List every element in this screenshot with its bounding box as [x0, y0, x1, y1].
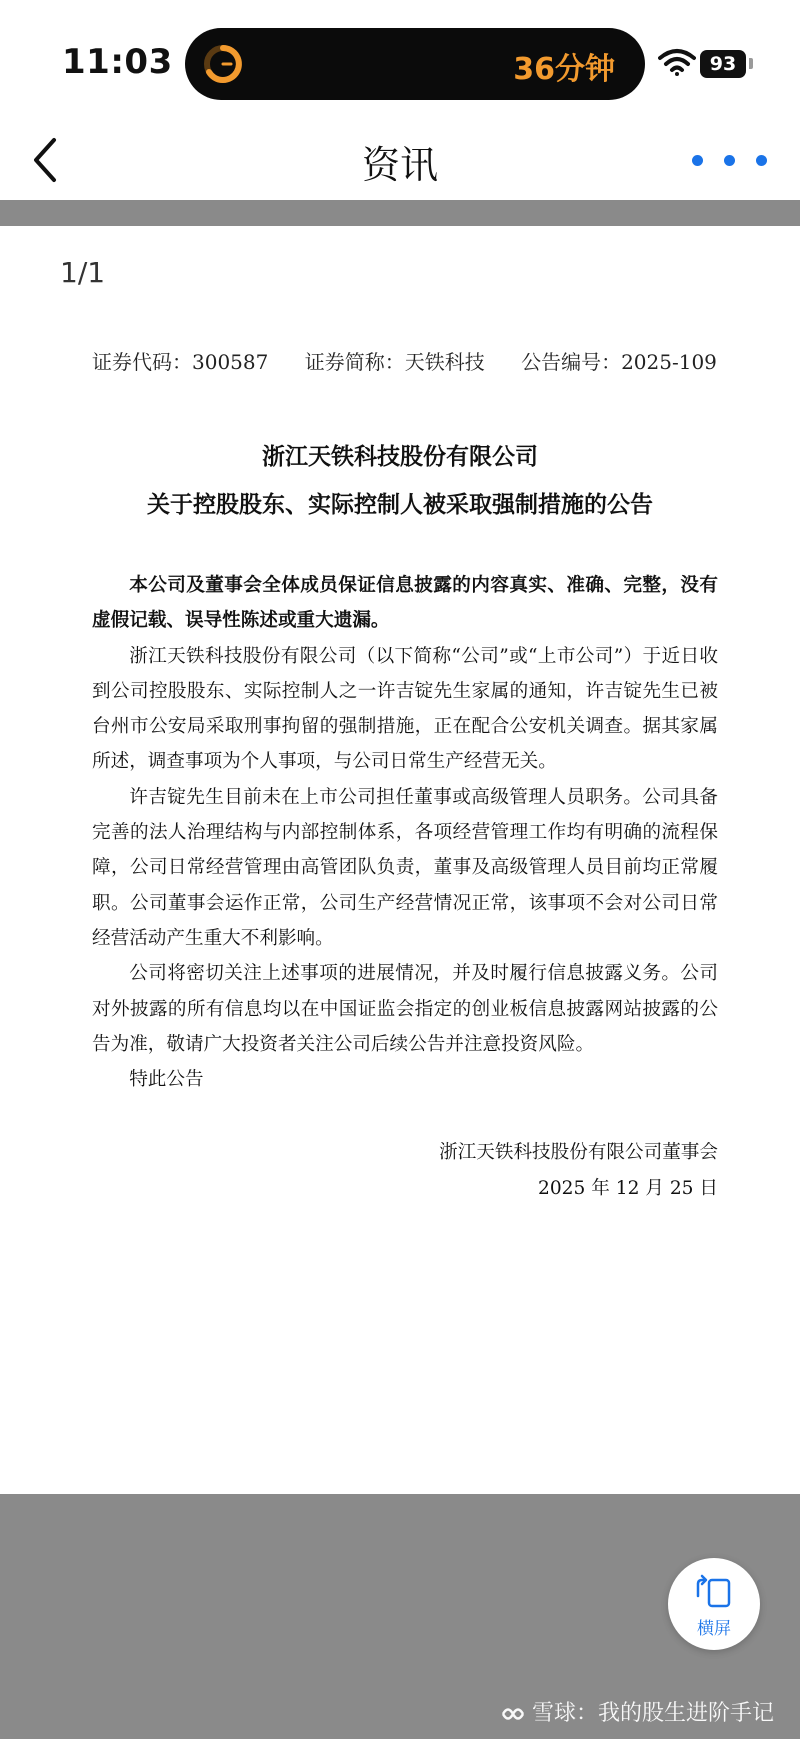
- announcement-title: 关于控股股东、实际控制人被采取强制措施的公告: [147, 492, 653, 518]
- page-indicator: 1/1: [60, 256, 106, 289]
- company-name: 浙江天铁科技股份有限公司: [262, 444, 538, 470]
- nav-bar: [0, 120, 800, 200]
- timer-text: 36分钟: [513, 52, 615, 87]
- rotate-screen-icon: [694, 1574, 734, 1610]
- wifi-icon: [658, 48, 696, 76]
- more-dot: [756, 155, 767, 166]
- status-bar: [0, 0, 800, 120]
- chevron-left-icon[interactable]: [22, 132, 78, 188]
- more-dot: [724, 155, 735, 166]
- body-paragraph-2: 许吉锭先生目前未在上市公司担任董事或高级管理人员职务。公司具备完善的法人治理结构与内部控制体系，各项经营管理工作均有明确的流程保障，公司日常经营管理由高管团队负责，董事及高级管理人员目前均正常履职。公司董事会运作正常，公司生产经营情况正常，该事项不会对公司日常经营活动产生重大不利影响。: [92, 786, 718, 949]
- timer-ring-icon: [201, 42, 245, 86]
- page-title: 资讯: [361, 143, 438, 187]
- rotate-screen-label: 横屏: [697, 1619, 731, 1639]
- more-dots-icon[interactable]: [684, 140, 776, 180]
- document-viewer[interactable]: [0, 226, 800, 1494]
- status-time: 11:03: [62, 42, 173, 82]
- more-dot: [692, 155, 703, 166]
- closing-line: 特此公告: [129, 1069, 204, 1091]
- watermark: [500, 1696, 774, 1727]
- signature-date: 2025 年 12 月 25 日: [538, 1178, 718, 1199]
- dynamic-island[interactable]: [185, 28, 645, 100]
- securities-short-name: 证券简称：天铁科技: [304, 350, 485, 374]
- battery-tip: [749, 58, 753, 69]
- watermark-text: 雪球：我的股生进阶手记: [531, 1701, 774, 1726]
- xueqiu-logo-icon: [500, 1703, 526, 1725]
- body-paragraph-1: 浙江天铁科技股份有限公司（以下简称“公司”或“上市公司”）于近日收到公司控股股东、实际控制人之一许吉锭先生家属的通知，许吉锭先生已被台州市公安局采取刑事拘留的强制措施，正在配合公安机关调查。据其家属所述，调查事项为个人事项，与公司日常生产经营无关。: [92, 645, 718, 773]
- viewer-top-margin: [0, 200, 800, 226]
- signature-organization: 浙江天铁科技股份有限公司董事会: [439, 1142, 718, 1163]
- rotate-screen-button[interactable]: [668, 1558, 760, 1650]
- announcement-number: 公告编号：2025-109: [521, 350, 717, 374]
- statement-paragraph: 本公司及董事会全体成员保证信息披露的内容真实、准确、完整，没有虚假记载、误导性陈述或重大遗漏。: [92, 575, 718, 632]
- body-paragraph-3: 公司将密切关注上述事项的进展情况，并及时履行信息披露义务。公司对外披露的所有信息均以在中国证监会指定的创业板信息披露网站披露的公告为准，敬请广大投资者关注公司后续公告并注意投资风险。: [92, 963, 718, 1055]
- document-meta: [92, 346, 747, 375]
- document-body: [92, 568, 718, 1097]
- battery-level: 93: [700, 50, 746, 78]
- securities-code: 证券代码：300587: [92, 350, 269, 374]
